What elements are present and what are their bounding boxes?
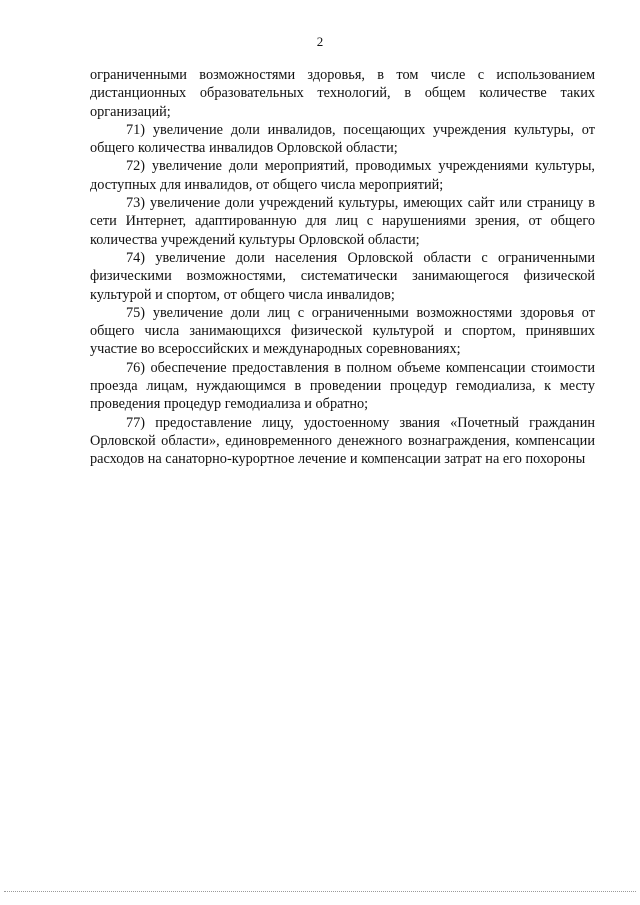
document-body xyxy=(90,66,595,469)
paragraph-item-72: 72) увеличение доли мероприятий, проводимых учреждениями культуры, доступных для инвалидов, от общего числа мероприятий; xyxy=(90,158,595,193)
paragraph-item-77: 77) предоставление лицу, удостоенному звания «Почетный гражданин Орловской области», единовременного денежного вознаграждения, компенсации расходов на санаторно-курортное лечение и компенсации затрат на его похороны xyxy=(90,414,595,468)
paragraph-item-71: 71) увеличение доли инвалидов, посещающих учреждения культуры, от общего количества инвалидов Орловской области; xyxy=(90,121,595,157)
paragraph-item-74: 74) увеличение доли населения Орловской области с ограниченными физическими возможностями, систематически занимающегося физической культурой и спортом, от общего числа инвалидов; xyxy=(90,249,595,303)
paragraph-item-76: 76) обеспечение предоставления в полном объеме компенсации стоимости проезда лицам, нуждающимся в проведении процедур гемодиализа, к месту проведения процедур гемодиализа и обратно; xyxy=(90,359,595,413)
page-bottom-divider xyxy=(4,891,636,892)
page-number: 2 xyxy=(316,34,324,49)
paragraph-continuation: ограниченными возможностями здоровья, в том числе с использованием дистанционных образовательных технологий, в общем количестве таких организаций; xyxy=(90,67,595,120)
paragraph-item-73: 73) увеличение доли учреждений культуры, имеющих сайт или страницу в сети Интернет, адаптированную для лиц с нарушениями зрения, от общего количества учреждений культуры Орловской области; xyxy=(90,195,595,248)
paragraph-item-75: 75) увеличение доли лиц с ограниченными возможностями здоровья от общего числа занимающихся физической культурой и спортом, принявших участие во всероссийских и международных соревнованиях; xyxy=(90,304,595,358)
